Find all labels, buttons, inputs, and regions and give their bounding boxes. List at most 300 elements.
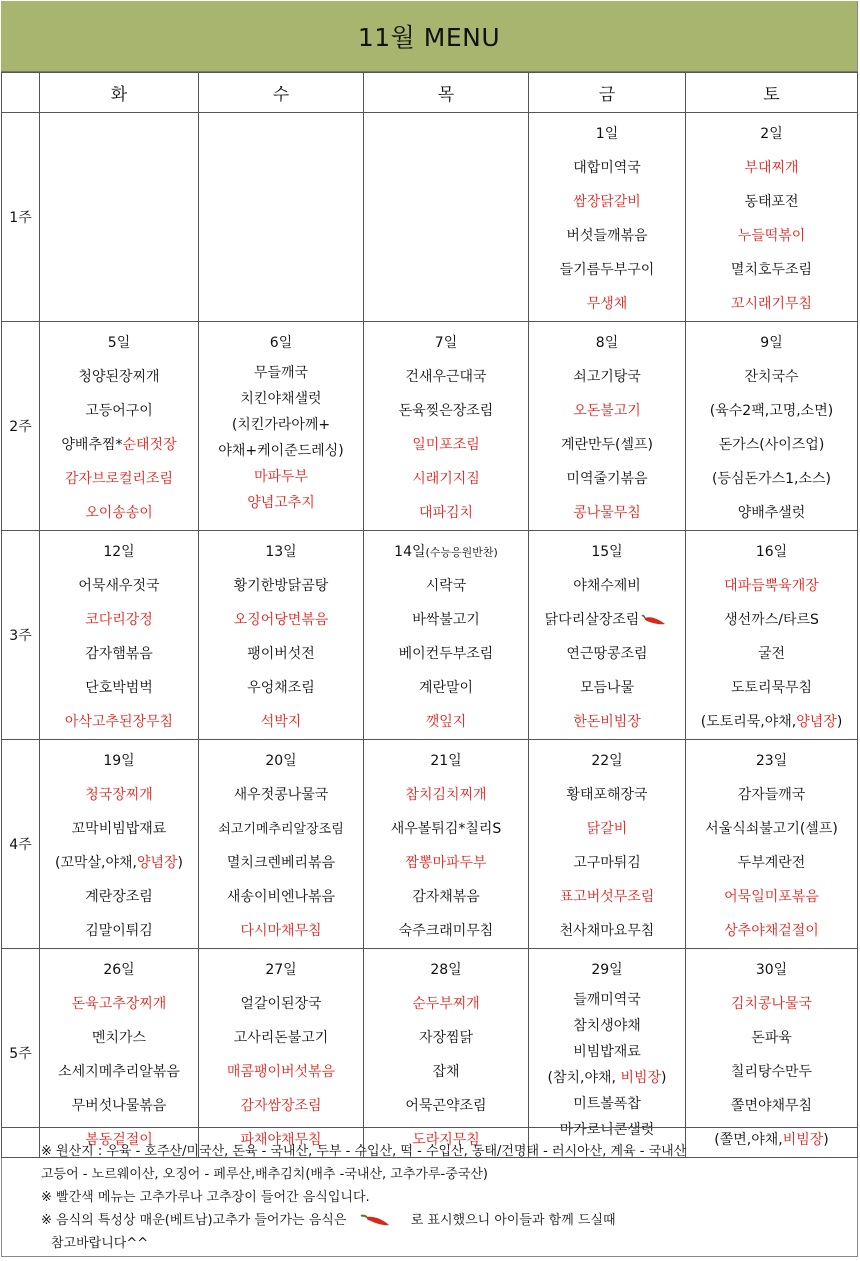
menu-text: 칠리탕수만두: [730, 1064, 813, 1080]
menu-item: [399, 637, 494, 671]
date-label: [760, 117, 782, 151]
date-label: [430, 744, 461, 778]
menu-text: ): [823, 1132, 829, 1148]
menu-item: [566, 637, 647, 671]
menu-item: [232, 412, 330, 438]
menu-item: [72, 987, 167, 1021]
menu-text-red: 참치김치찌개: [405, 787, 487, 803]
menu-item: [65, 462, 173, 496]
menu-table: [1, 72, 858, 1158]
date-label: [596, 117, 618, 151]
menu-text-red: 꼬시래기무침: [730, 296, 813, 312]
menu-item: [85, 603, 153, 637]
menu-item: [240, 386, 321, 412]
menu-text: 우엉채조림: [247, 680, 315, 696]
menu-text: 고등어구이: [85, 403, 153, 419]
menu-text-red: 오돈불고기: [573, 403, 641, 419]
menu-item: [738, 778, 806, 812]
menu-text: 21일: [430, 753, 462, 769]
menu-text-red: 순두부찌개: [412, 996, 480, 1012]
menu-item: [227, 880, 335, 914]
menu-item: [218, 438, 343, 464]
menu-text: 닭다리살장조림: [544, 612, 640, 628]
menu-text: 시락국: [425, 578, 467, 594]
menu-text: 청양된장찌개: [78, 369, 160, 385]
menu-text-red: 도라지무침: [412, 1132, 480, 1148]
menu-item: [738, 496, 806, 530]
menu-cell: [686, 531, 858, 740]
date-label: [756, 744, 787, 778]
corner-cell: [2, 73, 40, 113]
menu-text: 16일: [755, 544, 788, 560]
menu-text-red: 깻잎지: [425, 714, 467, 730]
menu-text-red: 닭갈비: [586, 821, 628, 837]
menu-text: 7일: [434, 335, 458, 351]
menu-text: 무들깨국: [253, 365, 309, 381]
date-label: [394, 535, 498, 569]
closing-note: 참고바랍니다^^: [51, 1236, 149, 1251]
menu-text: ): [177, 855, 184, 871]
menu-text: 자장찜닭: [418, 1030, 474, 1046]
week-row: [2, 113, 858, 322]
menu-item: [705, 812, 838, 846]
menu-text: 숙주크래미무침: [398, 923, 494, 939]
menu-text: 1일: [595, 126, 619, 142]
menu-text-red: 감자쌈장조림: [240, 1098, 322, 1114]
menu-item: [545, 603, 670, 637]
menu-text: 쫄면야채무침: [730, 1098, 813, 1114]
menu-item: [561, 428, 653, 462]
menu-cell: [40, 740, 199, 949]
menu-text-red: 일미포조림: [412, 437, 480, 453]
menu-text: 26일: [103, 962, 135, 978]
week-row: [2, 531, 858, 740]
date-label: [103, 535, 134, 569]
menu-text: 계란만두(셀프): [560, 437, 654, 453]
menu-text: 베이컨두부조림: [398, 646, 494, 662]
menu-item: [85, 496, 153, 530]
menu-text-red: 양념장: [796, 714, 837, 730]
menu-item: [744, 185, 798, 219]
menu-text-red: 오이송송이: [85, 505, 153, 521]
menu-item: [391, 812, 502, 846]
menu-item: [712, 462, 831, 496]
menu-item: [744, 151, 798, 185]
menu-text: 치킨야채샐럿: [240, 391, 322, 407]
menu-text: 9일: [760, 335, 783, 351]
menu-item: [240, 1089, 321, 1123]
date-label: [760, 326, 782, 360]
menu-text: 야채수제비: [573, 578, 641, 594]
menu-text: 잡채: [432, 1064, 460, 1080]
menu-item: [724, 880, 819, 914]
menu-item: [710, 394, 833, 428]
menu-item: [724, 603, 819, 637]
chili-note: [41, 1209, 857, 1232]
date-label: [591, 744, 622, 778]
menu-cell: [199, 740, 364, 949]
date-label: [756, 535, 787, 569]
menu-item: [731, 253, 812, 287]
menu-item: [254, 464, 308, 490]
menu-item: [426, 569, 467, 603]
menu-text: 29일: [591, 962, 623, 978]
menu-text-red: 파채야채무침: [240, 1132, 322, 1148]
menu-item: [72, 812, 167, 846]
menu-cell: [364, 113, 529, 322]
menu-text: 멸치크렌베리볶음: [226, 855, 336, 871]
day-header: 목: [364, 73, 529, 113]
menu-item: [405, 846, 486, 880]
menu-cell: [40, 531, 199, 740]
menu-text: 고사리돈불고기: [233, 1030, 329, 1046]
menu-text: 버섯들깨볶음: [566, 228, 648, 244]
menu-text-red: 다시마채무침: [240, 923, 322, 939]
menu-text: (치킨가라아께+: [231, 417, 331, 433]
week-label: 4주: [2, 740, 40, 949]
menu-text-red: 순태젓장: [122, 437, 177, 453]
menu-item: [701, 705, 843, 739]
date-label: [591, 953, 622, 987]
menu-cell: [529, 531, 686, 740]
menu-text: 돈육찢은장조림: [398, 403, 494, 419]
menu-text-red: 누들떡볶이: [737, 228, 806, 244]
menu-item: [751, 1021, 792, 1055]
menu-text: 모듬나물: [579, 680, 635, 696]
menu-cell: [529, 113, 686, 322]
menu-text: 서울식쇠불고기(셀프): [705, 821, 838, 837]
menu-text: 2일: [760, 126, 783, 142]
menu-text-red: 대파김치: [418, 505, 474, 521]
menu-text: 들깨미역국: [573, 992, 641, 1008]
menu-text: 19일: [103, 753, 135, 769]
menu-item: [240, 914, 321, 948]
date-label: [265, 744, 296, 778]
menu-item: [432, 1055, 459, 1089]
menu-item: [65, 705, 173, 739]
menu-item: [247, 671, 315, 705]
menu-text: 대합미역국: [573, 160, 641, 176]
menu-item: [560, 253, 655, 287]
menu-text: 마카로니콘샐럿: [559, 1122, 655, 1138]
menu-item: [573, 1091, 641, 1117]
menu-text-red: 짬뽕마파두부: [405, 855, 487, 871]
menu-text-red: 봄동겉절이: [85, 1132, 153, 1148]
menu-cell: [364, 322, 529, 531]
menu-item: [72, 1089, 167, 1123]
menu-item: [566, 778, 647, 812]
menu-text: 참치생야채: [573, 1018, 641, 1034]
menu-text: 얼갈이된장국: [240, 996, 322, 1012]
day-header: 화: [40, 73, 199, 113]
menu-text: 건새우근대국: [405, 369, 487, 385]
week-label: 1주: [2, 113, 40, 322]
menu-text-red: 대파듬뿍육개장: [724, 578, 819, 594]
menu-text: 들기름두부구이: [559, 262, 655, 278]
day-header: 토: [686, 73, 858, 113]
menu-item: [92, 1021, 146, 1055]
menu-item: [412, 428, 480, 462]
menu-item: [405, 778, 486, 812]
menu-text: 8일: [595, 335, 619, 351]
menu-cell: [686, 113, 858, 322]
menu-item: [218, 812, 344, 846]
menu-text: 12일: [103, 544, 135, 560]
menu-cell: [364, 531, 529, 740]
date-label: [108, 326, 130, 360]
menu-item: [234, 1021, 329, 1055]
menu-text: 감자채볶음: [412, 889, 480, 905]
menu-text-red: 마파두부: [253, 469, 309, 485]
date-label: [270, 326, 292, 360]
menu-text-red: 김치콩나물국: [730, 996, 813, 1012]
menu-item: [560, 880, 655, 914]
week-row: [2, 322, 858, 531]
menu-text: 돈파육: [751, 1030, 792, 1046]
menu-cell: [199, 531, 364, 740]
menu-item: [234, 603, 329, 637]
menu-item: [548, 1065, 667, 1091]
menu-text: 쇠고기메추리알장조림: [218, 822, 344, 837]
menu-item: [731, 1055, 812, 1089]
date-label: [265, 953, 296, 987]
menu-text-red: 한돈비빔장: [573, 714, 641, 730]
menu-item: [227, 1055, 335, 1089]
menu-item: [234, 778, 329, 812]
menu-text-red: 상추야채겉절이: [724, 923, 819, 939]
menu-item: [573, 151, 641, 185]
menu-text: 잔치국수: [744, 369, 799, 385]
menu-cell: [529, 740, 686, 949]
menu-text: 감자햄볶음: [85, 646, 153, 662]
menu-item: [261, 705, 302, 739]
menu-text: 양배추샐럿: [737, 505, 806, 521]
day-header: 금: [529, 73, 686, 113]
menu-item: [724, 914, 819, 948]
menu-item: [78, 360, 159, 394]
menu-text-red: 감자브로컬리조림: [64, 471, 174, 487]
chili-note-text-b: 로 표시했으니 아이들과 함께 드실때: [410, 1213, 616, 1228]
date-label: [265, 535, 296, 569]
menu-item: [573, 394, 641, 428]
menu-item: [738, 219, 806, 253]
day-header-row: [2, 73, 858, 113]
week-label: 3주: [2, 531, 40, 740]
menu-item: [566, 462, 647, 496]
page-title: 11월 MENU: [1, 1, 857, 72]
menu-item: [58, 1055, 180, 1089]
menu-text-red: 시래기지짐: [412, 471, 480, 487]
red-menu-note: ※ 빨간색 메뉴는 고추가루나 고추장이 들어간 음식입니다.: [41, 1190, 370, 1205]
menu-text: (육수2팩,고명,소면): [709, 403, 834, 419]
menu-text-red: 부대찌개: [744, 160, 799, 176]
footer-notes: [1, 1127, 857, 1257]
menu-cell: [40, 113, 199, 322]
menu-text: 무버섯나물볶음: [71, 1098, 167, 1114]
menu-text: (쫄면,야채,: [714, 1132, 783, 1148]
menu-text: 야채+케이준드레싱): [218, 443, 344, 459]
menu-item: [247, 490, 315, 516]
menu-text: 미트볼폭찹: [573, 1096, 641, 1112]
menu-text: 돈가스(사이즈업): [718, 437, 825, 453]
menu-item: [580, 671, 634, 705]
menu-item: [587, 812, 628, 846]
week-label: 5주: [2, 949, 40, 1158]
menu-item: [419, 671, 473, 705]
week-label: 2주: [2, 322, 40, 531]
menu-text-red: 매콤팽이버섯볶음: [226, 1064, 336, 1080]
menu-text: 생선까스/타르S: [724, 612, 819, 628]
menu-text: 멘치가스: [91, 1030, 147, 1046]
menu-text-red: 표고버섯무조림: [559, 889, 655, 905]
menu-text: 두부계란전: [737, 855, 806, 871]
menu-item: [573, 1013, 641, 1039]
menu-text: 김말이튀김: [85, 923, 153, 939]
menu-item: [587, 287, 628, 321]
menu-item: [744, 360, 798, 394]
menu-text: 소세지메추리알볶음: [58, 1064, 180, 1080]
menu-item: [412, 880, 480, 914]
menu-item: [399, 394, 494, 428]
date-label: [596, 326, 618, 360]
menu-cell: [364, 740, 529, 949]
menu-text: (수능응원반찬): [425, 546, 498, 559]
menu-item: [234, 569, 329, 603]
menu-item: [573, 496, 641, 530]
menu-text: 바싹불고기: [412, 612, 480, 628]
menu-item: [419, 496, 473, 530]
menu-item: [405, 1089, 486, 1123]
menu-item: [227, 846, 335, 880]
menu-item: [419, 1021, 473, 1055]
menu-text: 비빔밥재료: [573, 1044, 641, 1060]
menu-text: 굴전: [757, 646, 786, 662]
menu-cell: [686, 740, 858, 949]
menu-text-red: 비빔장: [620, 1070, 662, 1086]
menu-item: [758, 637, 785, 671]
menu-text: 고구마튀김: [573, 855, 641, 871]
menu-text-red: 돈육고추장찌개: [71, 996, 167, 1012]
menu-item: [412, 987, 480, 1021]
menu-text: 23일: [755, 753, 788, 769]
menu-item: [85, 914, 153, 948]
menu-item: [573, 846, 641, 880]
menu-item: [738, 846, 806, 880]
menu-text: 22일: [591, 753, 623, 769]
menu-item: [85, 778, 153, 812]
week-row: [2, 740, 858, 949]
menu-text: 14일: [394, 544, 426, 560]
menu-text: 팽이버섯전: [247, 646, 315, 662]
menu-item: [731, 1089, 812, 1123]
menu-cell: [199, 322, 364, 531]
menu-text-red: 양념고추지: [247, 495, 315, 511]
menu-item: [55, 846, 183, 880]
menu-item: [731, 671, 812, 705]
menu-item: [573, 1039, 641, 1065]
menu-text: 동태포전: [744, 194, 799, 210]
menu-item: [399, 914, 494, 948]
date-label: [435, 326, 457, 360]
menu-text: 황태포해장국: [566, 787, 648, 803]
menu-item: [724, 569, 819, 603]
menu-text: 미역줄기볶음: [566, 471, 648, 487]
menu-text-red: 석박지: [260, 714, 302, 730]
menu-item: [85, 671, 153, 705]
menu-text: 감자들깨국: [737, 787, 806, 803]
menu-text: (등심돈가스1,소스): [712, 471, 831, 487]
menu-item: [85, 394, 153, 428]
menu-text: 15일: [591, 544, 623, 560]
menu-item: [566, 219, 647, 253]
menu-item: [573, 705, 641, 739]
chili-pepper-icon: [351, 1213, 407, 1229]
menu-item: [254, 360, 308, 386]
date-label: [756, 953, 787, 987]
menu-text-red: 어묵일미포볶음: [724, 889, 819, 905]
menu-text: 27일: [265, 962, 297, 978]
menu-text-red: 무생채: [586, 296, 628, 312]
menu-text-red: 아삭고추된장무침: [64, 714, 174, 730]
menu-text: 쇠고기탕국: [573, 369, 641, 385]
menu-item: [573, 185, 641, 219]
chili-note-text-a: ※ 음식의 특성상 매운(베트남)고추가 들어가는 음식은: [41, 1213, 347, 1228]
menu-text: 멸치호두조림: [730, 262, 813, 278]
menu-text: 꼬막비빔밥재료: [71, 821, 167, 837]
menu-text: 6일: [269, 335, 293, 351]
menu-item: [573, 987, 641, 1013]
menu-text-red: 쌈장닭갈비: [573, 194, 641, 210]
menu-item: [78, 569, 159, 603]
date-label: [430, 953, 461, 987]
menu-text: 28일: [430, 962, 462, 978]
menu-text-red: 양념장: [136, 855, 178, 871]
menu-item: [731, 287, 812, 321]
menu-text: 어묵곤약조림: [405, 1098, 487, 1114]
menu-text: 새우젓콩나물국: [233, 787, 329, 803]
menu-text: 13일: [265, 544, 297, 560]
menu-text: 새우볼튀김*칠리S: [390, 821, 502, 837]
menu-text-red: 코다리강정: [85, 612, 153, 628]
menu-item: [573, 569, 641, 603]
menu-item: [240, 987, 321, 1021]
menu-item: [61, 428, 176, 462]
menu-text: 계란말이: [418, 680, 474, 696]
menu-text: 양배추찜*: [61, 437, 123, 453]
menu-cell: [199, 113, 364, 322]
menu-text: (도토리묵,야채,: [700, 714, 797, 730]
origin-note: ※ 원산지 : 우육 - 호주산/미국산, 돈육 - 국내산, 두부 - 수입산, 떡 - 수입산, 동태/건명태 - 러시아산, 계육 - 국내산: [41, 1144, 687, 1159]
menu-item: [412, 603, 480, 637]
menu-item: [560, 914, 655, 948]
date-label: [103, 953, 134, 987]
menu-text-red: 오징어당면볶음: [233, 612, 329, 628]
menu-text: ): [661, 1070, 667, 1086]
menu-text: 20일: [265, 753, 297, 769]
menu-text: 도토리묵무침: [730, 680, 813, 696]
date-label: [591, 535, 622, 569]
menu-text: 어묵새우젓국: [78, 578, 160, 594]
menu-cell: [40, 322, 199, 531]
menu-text-red: 비빔장: [782, 1132, 824, 1148]
menu-text: 단호박범벅: [85, 680, 153, 696]
menu-item: [85, 637, 153, 671]
menu-text: 황기한방닭곰탕: [233, 578, 329, 594]
menu-text: (꼬막살,야채,: [54, 855, 137, 871]
menu-text: 계란장조림: [85, 889, 153, 905]
menu-item: [405, 360, 486, 394]
chili-pepper-icon: [639, 612, 669, 628]
